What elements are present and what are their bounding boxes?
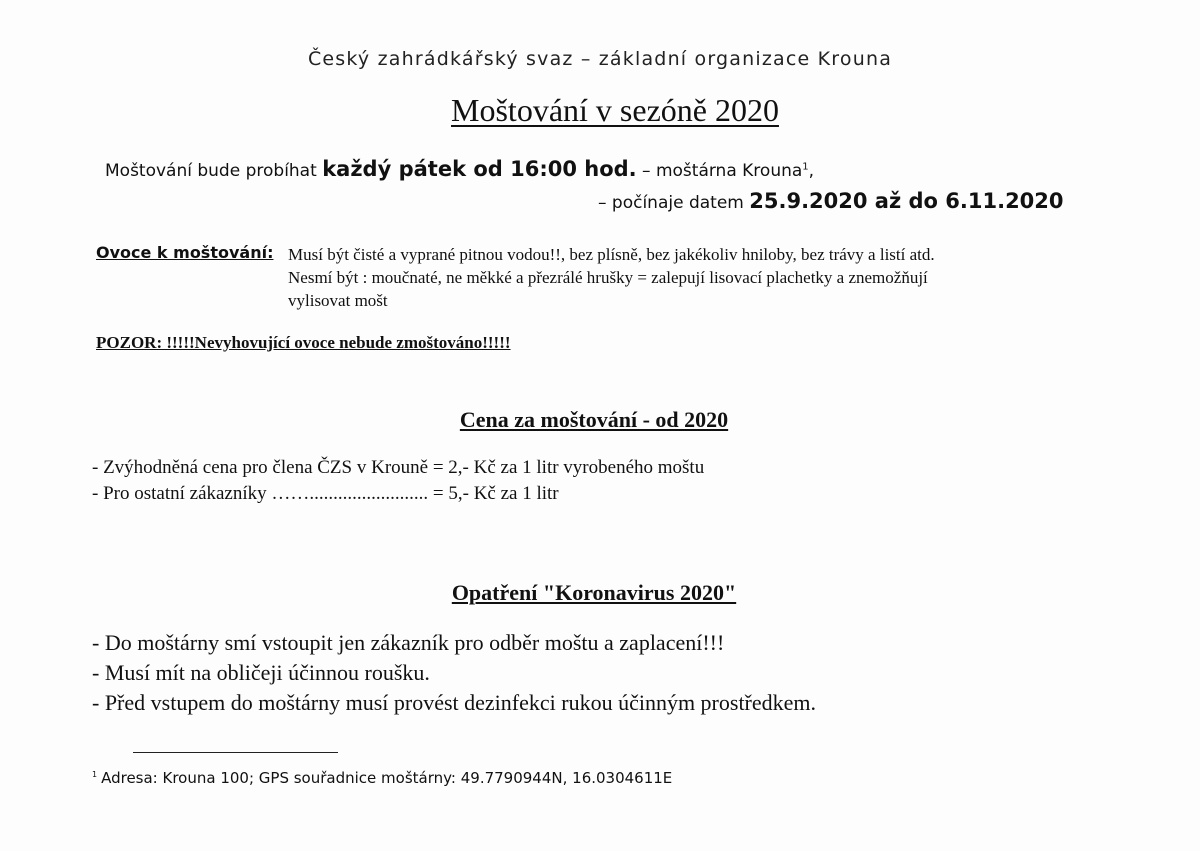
fruit-requirement-line: Musí být čisté a vyprané pitnou vodou!!, bez plísně, bez jakékoliv hniloby, bez trávy a listí atd. — [288, 245, 935, 264]
fruit-requirements-label: Ovoce k moštování: — [96, 243, 274, 262]
fruit-requirements-text — [288, 243, 1078, 312]
schedule-line-1 — [105, 157, 814, 181]
footnote-mark: 1 — [92, 770, 98, 779]
covid-measures-list — [92, 628, 816, 718]
date-range: 25.9.2020 až do 6.11.2020 — [749, 189, 1064, 213]
warning-notice: POZOR: !!!!!Nevyhovující ovoce nebude zmoštováno!!!!! — [96, 333, 511, 352]
footnote-reference: 1 — [802, 161, 809, 173]
schedule-comma: , — [808, 161, 815, 181]
covid-heading: Opatření "Koronavirus 2020" — [451, 580, 737, 605]
price-heading: Cena za moštování - od 2020 — [459, 407, 729, 432]
fruit-requirement-line: vylisovat mošt — [288, 291, 388, 310]
footnote-separator — [133, 752, 338, 753]
page-title: Moštování v sezóně 2020 — [451, 92, 779, 128]
date-range-prefix: – počínaje datem — [598, 193, 750, 213]
schedule-day-time: každý pátek od 16:00 hod. — [322, 157, 637, 181]
schedule-prefix: Moštování bude probíhat — [105, 161, 323, 181]
organization-name: Český zahrádkářský svaz – základní organizace Krouna — [307, 48, 893, 70]
footnote — [92, 769, 672, 787]
fruit-requirement-line: Nesmí být : moučnaté, ne měkké a přezrálé hrušky = zalepují lisovací plachetky a znemožňují — [288, 268, 928, 287]
price-item: - Pro ostatní zákazníky ……......................... = 5,- Kč za 1 litr — [92, 483, 559, 504]
footnote-text: Adresa: Krouna 100; GPS souřadnice moštárny: 49.7790944N, 16.0304611E — [101, 769, 673, 787]
covid-measure-item: - Musí mít na obličeji účinnou roušku. — [92, 660, 430, 685]
price-list — [92, 455, 704, 507]
covid-measure-item: - Do moštárny smí vstoupit jen zákazník pro odběr moštu a zaplacení!!! — [92, 630, 725, 655]
schedule-line-2 — [598, 189, 1064, 213]
schedule-place: – moštárna Krouna — [636, 161, 803, 181]
price-item: - Zvýhodněná cena pro člena ČZS v Krouně = 2,- Kč za 1 litr vyrobeného moštu — [92, 457, 705, 478]
covid-measure-item: - Před vstupem do moštárny musí provést dezinfekci rukou účinným prostředkem. — [92, 690, 817, 715]
